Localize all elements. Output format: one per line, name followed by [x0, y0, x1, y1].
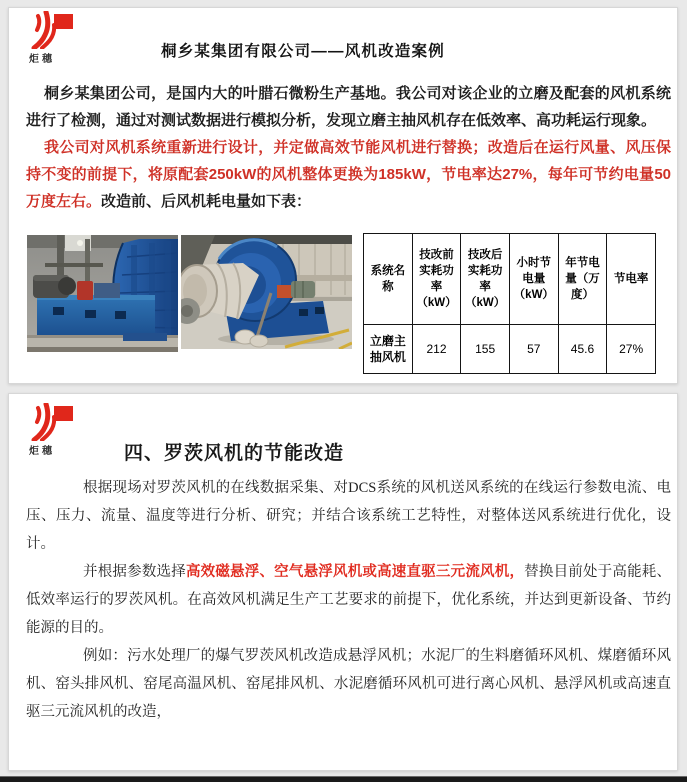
table-header-cell: 技改前实耗功率（kW）: [412, 234, 461, 325]
page1-paragraph-2-black-text: 改造前、后风机耗电量如下表：: [101, 193, 312, 210]
company-logo: [29, 403, 93, 457]
page2-paragraph-1: [26, 474, 671, 558]
next-page-edge: [0, 776, 687, 782]
table-header-cell: 节电率: [607, 234, 656, 325]
page-1: [8, 7, 678, 384]
logo-label: 炬穗: [29, 446, 55, 457]
torch-flame-icon: [29, 403, 93, 441]
page1-body-text: [26, 80, 671, 215]
table-row: [364, 325, 656, 374]
media-row: [9, 233, 679, 385]
table-header-cell: 技改后实耗功率（kW）: [461, 234, 510, 325]
table-cell: 45.6: [558, 325, 607, 374]
savings-table: [363, 233, 656, 374]
page-title: 桐乡某集团有限公司——风机改造案例: [161, 43, 445, 60]
table-cell-system-name: 立磨主抽风机: [364, 325, 413, 374]
table-cell: 27%: [607, 325, 656, 374]
table-header-cell: 小时节电量（kW）: [509, 234, 558, 325]
fan-photo-after: [181, 235, 352, 349]
page2-paragraph-3-text: 例如：污水处理厂的爆气罗茨风机改造成悬浮风机；水泥厂的生料磨循环风机、煤磨循环风机、窑头排风机、窑尾高温风机、窑尾排风机、水泥磨循环风机可进行离心风机、悬浮风机或高速直驱三元流风机的改造，: [26, 648, 671, 720]
page1-paragraph-2-red-text: 我公司对风机系统重新进行设计，并定做高效节能风机进行替换；改造后在运行风量、风压保持不变的前提下，将原配套250kW的风机整体更换为185kW，节电率达27%，每年可节约电量50万度左右。: [26, 139, 671, 210]
table-header-cell: 系统名称: [364, 234, 413, 325]
page2-body-text: [26, 474, 671, 726]
page2-paragraph-2-prefix-text: 并根据参数选择: [83, 564, 186, 580]
section-heading: 四、罗茨风机的节能改造: [124, 443, 345, 464]
page-2: [8, 393, 678, 771]
table-cell: 155: [461, 325, 510, 374]
table-header-cell: 年节电量（万度）: [558, 234, 607, 325]
company-logo: [29, 11, 93, 65]
logo-label: 炬穗: [29, 54, 55, 65]
page1-paragraph-1: [26, 80, 671, 134]
page2-paragraph-2: [26, 558, 671, 642]
table-header-row: [364, 234, 656, 325]
page2-paragraph-2-red-text: 高效磁悬浮、空气悬浮风机或高速直驱三元流风机，: [185, 564, 525, 580]
page1-paragraph-2: [26, 134, 671, 215]
table-cell: 57: [509, 325, 558, 374]
table-cell: 212: [412, 325, 461, 374]
page2-paragraph-3: [26, 642, 671, 726]
page2-paragraph-2-suffix-text: 替换目前处于高能耗、低效率运行的罗茨风机。在高效风机满足生产工艺要求的前提下，优化系统，并达到更新设备、节约能源的目的。: [26, 564, 672, 636]
fan-photo-before: [27, 235, 178, 352]
page2-paragraph-1-text: 根据现场对罗茨风机的在线数据采集、对DCS系统的风机送风系统的在线运行参数电流、电压、压力、流量、温度等进行分析、研究；并结合该系统工艺特性，对整体送风系统进行优化，设计。: [26, 480, 671, 552]
page1-paragraph-1-text: 桐乡某集团公司，是国内大的叶腊石微粉生产基地。我公司对该企业的立磨及配套的风机系统进行了检测，通过对测试数据进行模拟分析，发现立磨主抽风机存在低效率、高功耗运行现象。: [26, 85, 671, 129]
torch-flame-icon: [29, 11, 93, 49]
